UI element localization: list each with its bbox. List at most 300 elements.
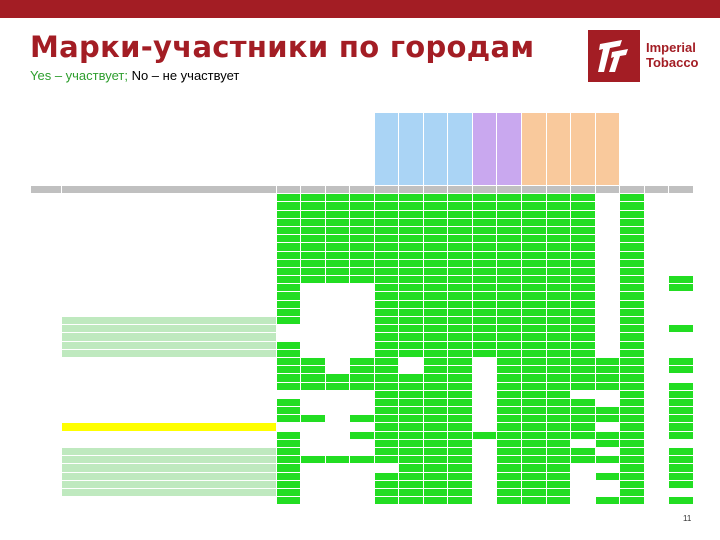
participation-cell [546, 267, 571, 275]
participation-cell [399, 439, 424, 447]
participation-cell [399, 210, 424, 218]
participation-cell [301, 251, 326, 259]
participation-cell [350, 439, 375, 447]
col-header-brand [374, 113, 399, 186]
participation-cell [448, 317, 473, 325]
participation-cell [571, 390, 596, 398]
participation-cell [546, 382, 571, 390]
participation-cell [472, 349, 497, 357]
participation-cell [546, 488, 571, 496]
participation-cell [571, 431, 596, 439]
participation-cell [276, 317, 301, 325]
participation-cell [301, 317, 326, 325]
participation-cell [423, 357, 448, 365]
participation-cell [571, 284, 596, 292]
participation-cell [301, 194, 326, 202]
participation-cell [276, 292, 301, 300]
table-row [31, 374, 694, 382]
participation-cell [350, 325, 375, 333]
participation-cell [399, 251, 424, 259]
participation-cell [301, 243, 326, 251]
participation-grid [30, 112, 694, 505]
participation-cell [546, 464, 571, 472]
participation-cell [325, 243, 350, 251]
participation-cell [522, 423, 547, 431]
participation-cell [325, 276, 350, 284]
participation-cell [301, 382, 326, 390]
participation-cell [620, 357, 645, 365]
participation-cell [595, 366, 620, 374]
participation-cell [571, 382, 596, 390]
participation-cell [472, 488, 497, 496]
participation-cell [497, 390, 522, 398]
participation-cell [497, 497, 522, 505]
participation-cell [644, 300, 669, 308]
participation-cell [644, 407, 669, 415]
participation-cell [669, 456, 694, 464]
participation-cell [620, 284, 645, 292]
participation-cell [423, 431, 448, 439]
participation-cell [399, 366, 424, 374]
participation-cell [374, 333, 399, 341]
participation-cell [571, 497, 596, 505]
table-row [31, 382, 694, 390]
participation-cell [301, 308, 326, 316]
participation-cell [669, 235, 694, 243]
participation-cell [620, 325, 645, 333]
participation-cell [472, 194, 497, 202]
participation-cell [374, 390, 399, 398]
participation-cell [497, 186, 522, 194]
participation-cell [423, 292, 448, 300]
participation-cell [620, 448, 645, 456]
participation-cell [448, 415, 473, 423]
participation-cell [546, 284, 571, 292]
participation-cell [522, 349, 547, 357]
participation-cell [497, 341, 522, 349]
participation-cell [350, 431, 375, 439]
participation-cell [399, 497, 424, 505]
col-header-brand [399, 113, 424, 186]
participation-cell [595, 194, 620, 202]
participation-cell [497, 276, 522, 284]
participation-cell [595, 497, 620, 505]
participation-cell [301, 357, 326, 365]
participation-cell [350, 357, 375, 365]
participation-cell [546, 366, 571, 374]
participation-cell [448, 210, 473, 218]
participation-cell [546, 407, 571, 415]
participation-cell [350, 235, 375, 243]
participation-cell [546, 472, 571, 480]
participation-cell [276, 202, 301, 210]
participation-cell [595, 480, 620, 488]
participation-cell [620, 464, 645, 472]
participation-cell [423, 210, 448, 218]
participation-cell [301, 415, 326, 423]
participation-cell [522, 218, 547, 226]
participation-cell [399, 407, 424, 415]
participation-cell [276, 267, 301, 275]
participation-cell [399, 431, 424, 439]
participation-cell [669, 390, 694, 398]
participation-cell [522, 415, 547, 423]
row-number-cell [31, 276, 62, 284]
participation-cell [472, 317, 497, 325]
participation-cell [374, 382, 399, 390]
row-number-cell [31, 194, 62, 202]
participation-cell [497, 202, 522, 210]
participation-cell [472, 292, 497, 300]
participation-cell [472, 218, 497, 226]
participation-cell [423, 194, 448, 202]
participation-cell [448, 366, 473, 374]
participation-cell [472, 210, 497, 218]
participation-cell [301, 488, 326, 496]
participation-cell [620, 194, 645, 202]
participation-cell [350, 448, 375, 456]
participation-cell [325, 300, 350, 308]
participation-cell [571, 194, 596, 202]
participation-cell [423, 300, 448, 308]
table-row [31, 448, 694, 456]
participation-cell [669, 382, 694, 390]
row-number-cell [31, 341, 62, 349]
participation-cell [325, 423, 350, 431]
participation-cell [472, 284, 497, 292]
table-row [31, 284, 694, 292]
participation-cell [276, 333, 301, 341]
participation-cell [374, 439, 399, 447]
participation-cell [423, 276, 448, 284]
participation-cell [497, 243, 522, 251]
participation-cell [546, 243, 571, 251]
row-number-cell [31, 226, 62, 234]
participation-cell [620, 431, 645, 439]
participation-cell [276, 300, 301, 308]
city-cell [61, 218, 276, 226]
participation-cell [595, 439, 620, 447]
participation-cell [276, 226, 301, 234]
participation-cell [325, 431, 350, 439]
participation-cell [472, 267, 497, 275]
table-row [31, 341, 694, 349]
participation-cell [522, 226, 547, 234]
participation-cell [546, 210, 571, 218]
participation-cell [546, 276, 571, 284]
participation-cell [472, 439, 497, 447]
participation-cell [472, 415, 497, 423]
participation-cell [497, 194, 522, 202]
participation-cell [595, 243, 620, 251]
participation-cell [301, 349, 326, 357]
participation-cell [497, 210, 522, 218]
participation-cell [571, 456, 596, 464]
participation-cell [423, 202, 448, 210]
participation-cell [399, 448, 424, 456]
participation-cell [448, 407, 473, 415]
participation-cell [595, 464, 620, 472]
participation-cell [399, 325, 424, 333]
table-row [31, 226, 694, 234]
participation-cell [522, 333, 547, 341]
participation-cell [399, 235, 424, 243]
participation-cell [325, 407, 350, 415]
participation-cell [350, 497, 375, 505]
participation-cell [669, 333, 694, 341]
participation-cell [374, 226, 399, 234]
participation-cell [423, 488, 448, 496]
participation-cell [301, 480, 326, 488]
participation-cell [350, 210, 375, 218]
participation-cell [423, 325, 448, 333]
table-row [31, 218, 694, 226]
participation-cell [571, 464, 596, 472]
participation-cell [301, 448, 326, 456]
participation-cell [497, 382, 522, 390]
participation-cell [448, 341, 473, 349]
participation-cell [374, 267, 399, 275]
participation-cell [472, 202, 497, 210]
participation-cell [448, 194, 473, 202]
participation-cell [350, 300, 375, 308]
participation-cell [423, 398, 448, 406]
participation-cell [571, 407, 596, 415]
table-row [31, 243, 694, 251]
table-row [31, 251, 694, 259]
participation-cell [472, 390, 497, 398]
city-cell [61, 366, 276, 374]
participation-cell [620, 341, 645, 349]
row-number-cell [31, 267, 62, 275]
participation-cell [546, 251, 571, 259]
participation-cell [399, 300, 424, 308]
participation-cell [325, 210, 350, 218]
participation-cell [595, 407, 620, 415]
row-number-cell [31, 382, 62, 390]
participation-cell [497, 325, 522, 333]
participation-cell [276, 439, 301, 447]
participation-cell [669, 267, 694, 275]
participation-cell [522, 357, 547, 365]
participation-cell [448, 431, 473, 439]
participation-cell [595, 390, 620, 398]
participation-cell [374, 407, 399, 415]
participation-cell [301, 390, 326, 398]
participation-cell [595, 235, 620, 243]
participation-cell [472, 226, 497, 234]
participation-cell [497, 300, 522, 308]
participation-cell [448, 308, 473, 316]
participation-cell [399, 259, 424, 267]
participation-cell [669, 480, 694, 488]
city-cell [61, 317, 276, 325]
participation-cell [350, 243, 375, 251]
participation-cell [472, 300, 497, 308]
participation-cell [325, 398, 350, 406]
participation-cell [423, 226, 448, 234]
participation-cell [522, 251, 547, 259]
participation-cell [350, 276, 375, 284]
participation-cell [595, 374, 620, 382]
participation-cell [620, 366, 645, 374]
participation-cell [472, 464, 497, 472]
participation-cell [276, 497, 301, 505]
city-cell [61, 456, 276, 464]
col-header-num [31, 113, 62, 186]
participation-cell [571, 448, 596, 456]
participation-cell [644, 349, 669, 357]
participation-cell [644, 448, 669, 456]
participation-cell [423, 218, 448, 226]
participation-cell [497, 226, 522, 234]
participation-cell [546, 218, 571, 226]
participation-cell [350, 186, 375, 194]
participation-cell [644, 267, 669, 275]
participation-cell [472, 497, 497, 505]
participation-cell [448, 251, 473, 259]
participation-cell [644, 472, 669, 480]
participation-cell [448, 480, 473, 488]
participation-cell [644, 186, 669, 194]
participation-cell [276, 210, 301, 218]
participation-cell [448, 243, 473, 251]
participation-cell [644, 218, 669, 226]
participation-cell [522, 325, 547, 333]
participation-cell [350, 226, 375, 234]
participation-cell [669, 186, 694, 194]
col-header-brand [644, 113, 669, 186]
participation-cell [497, 349, 522, 357]
city-cell [61, 243, 276, 251]
participation-cell [350, 349, 375, 357]
participation-cell [571, 235, 596, 243]
participation-cell [644, 464, 669, 472]
row-number-cell [31, 398, 62, 406]
participation-cell [423, 267, 448, 275]
imperial-tobacco-logo [588, 30, 698, 82]
participation-cell [595, 308, 620, 316]
participation-cell [571, 398, 596, 406]
participation-cell [423, 456, 448, 464]
participation-cell [276, 251, 301, 259]
participation-cell [325, 382, 350, 390]
table-row [31, 276, 694, 284]
participation-cell [448, 276, 473, 284]
row-number-cell [31, 415, 62, 423]
participation-cell [669, 317, 694, 325]
participation-cell [546, 308, 571, 316]
participation-cell [399, 415, 424, 423]
table-row [31, 439, 694, 447]
participation-cell [472, 480, 497, 488]
participation-cell [644, 276, 669, 284]
participation-cell [472, 251, 497, 259]
participation-cell [571, 488, 596, 496]
city-cell [61, 439, 276, 447]
table-row [31, 259, 694, 267]
participation-cell [399, 226, 424, 234]
participation-cell [448, 472, 473, 480]
row-number-cell [31, 472, 62, 480]
participation-cell [595, 423, 620, 431]
participation-cell [301, 300, 326, 308]
row-number-cell [31, 210, 62, 218]
participation-cell [669, 366, 694, 374]
participation-cell [497, 431, 522, 439]
participation-cell [522, 202, 547, 210]
page-number: 11 [683, 514, 692, 523]
table-row [31, 202, 694, 210]
participation-cell [448, 284, 473, 292]
row-number-cell [31, 292, 62, 300]
participation-cell [448, 235, 473, 243]
participation-cell [448, 218, 473, 226]
participation-cell [497, 480, 522, 488]
participation-cell [350, 423, 375, 431]
participation-cell [644, 390, 669, 398]
participation-cell [644, 374, 669, 382]
table-row [31, 349, 694, 357]
participation-cell [571, 276, 596, 284]
participation-cell [644, 439, 669, 447]
city-cell [61, 202, 276, 210]
participation-cell [472, 448, 497, 456]
legend-no: No – не участвует [127, 68, 240, 83]
participation-cell [325, 439, 350, 447]
participation-cell [301, 398, 326, 406]
participation-cell [595, 349, 620, 357]
participation-cell [325, 251, 350, 259]
participation-cell [325, 480, 350, 488]
participation-cell [644, 259, 669, 267]
participation-cell [325, 325, 350, 333]
participation-cell [522, 439, 547, 447]
participation-cell [399, 317, 424, 325]
participation-cell [571, 333, 596, 341]
participation-cell [546, 235, 571, 243]
participation-cell [644, 251, 669, 259]
city-cell [61, 235, 276, 243]
table-row [31, 186, 694, 194]
participation-cell [276, 398, 301, 406]
participation-cell [374, 464, 399, 472]
participation-cell [497, 374, 522, 382]
participation-cell [374, 480, 399, 488]
participation-cell [301, 456, 326, 464]
participation-cell [399, 267, 424, 275]
participation-cell [276, 382, 301, 390]
participation-cell [669, 341, 694, 349]
participation-cell [325, 488, 350, 496]
participation-cell [374, 317, 399, 325]
participation-cell [301, 423, 326, 431]
col-header-brand [423, 113, 448, 186]
row-number-cell [31, 235, 62, 243]
participation-cell [644, 284, 669, 292]
participation-cell [276, 448, 301, 456]
participation-cell [423, 390, 448, 398]
participation-cell [571, 325, 596, 333]
participation-cell [472, 398, 497, 406]
city-cell [61, 300, 276, 308]
table-row [31, 325, 694, 333]
participation-cell [644, 210, 669, 218]
participation-cell [669, 431, 694, 439]
participation-cell [399, 464, 424, 472]
participation-cell [522, 194, 547, 202]
participation-cell [325, 259, 350, 267]
